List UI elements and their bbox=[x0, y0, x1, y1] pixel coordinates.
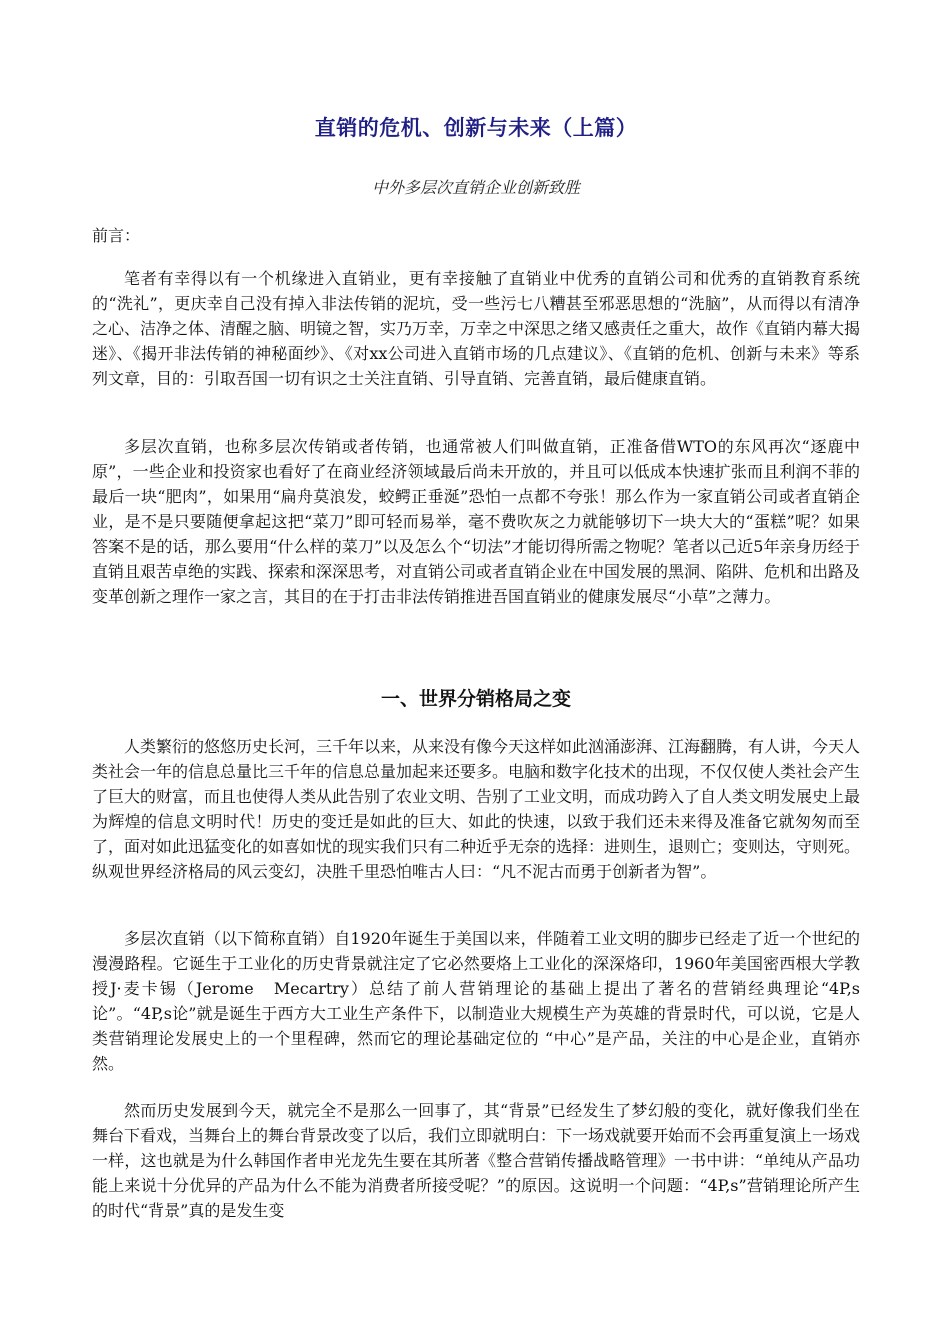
section-paragraph-2: 多层次直销（以下简称直销）自1920年诞生于美国以来，伴随着工业文明的脚步已经走了近一个世纪的漫漫路程。它诞生于工业化的历史背景就注定了它必然要烙上工业化的深深烙印，1960年美国密西根大学教授J·麦卡锡（Jerome Mecartry）总结了前人营销理论的基础上提出了著名的营销经典理论“4P,s论”。“4P,s论”就是诞生于西方大工业生产条件下，以制造业大规模生产为英雄的背景时代，可以说，它是人类营销理论发展史上的一个里程碑，然而它的理论基础定位的 “中心”是产品，关注的中心是企业，直销亦然。 bbox=[92, 929, 860, 1073]
document-title: 直销的危机、创新与未来（上篇） bbox=[314, 116, 638, 140]
section-paragraph-1: 人类繁衍的悠悠历史长河，三千年以来，从来没有像今天这样如此汹涌澎湃、江海翻腾，有人讲，今天人类社会一年的信息总量比三千年的信息总量加起来还要多。电脑和数字化技术的出现，不仅仅使人类社会产生了巨大的财富，而且也使得人类从此告别了农业文明、告别了工业文明，而成功跨入了自人类文明发展史上最为辉煌的信息文明时代！历史的变迁是如此的巨大、如此的快速，以致于我们还未来得及准备它就匆匆而至了，面对如此迅猛变化的如喜如忧的现实我们只有二种近乎无奈的选择：进则生，退则亡；变则达，守则死。纵观世界经济格局的风云变幻，决胜千里恐怕唯古人曰：“凡不泥古而勇于创新者为智”。 bbox=[92, 737, 861, 881]
section-paragraph-3: 然而历史发展到今天，就完全不是那么一回事了，其“背景”已经发生了梦幻般的变化，就好像我们坐在舞台下看戏，当舞台上的舞台背景改变了以后，我们立即就明白：下一场戏就要开始而不会再重复演上一场戏一样，这也就是为什么韩国作者申光龙先生要在其所著《整合营销传播战略管理》一书中讲：“单纯从产品功能上来说十分优异的产品为什么不能为消费者所接受呢？”的原因。这说明一个问题：“4P,s”营销理论所产生的时代“背景”真的是发生变 bbox=[92, 1101, 861, 1220]
preface-label: 前言： bbox=[92, 226, 141, 245]
section-heading: 一、世界分销格局之变 bbox=[380, 688, 571, 710]
preface-paragraph-2: 多层次直销，也称多层次传销或者传销，也通常被人们叫做直销，正准备借WTO的东风再次“逐鹿中原”，一些企业和投资家也看好了在商业经济领域最后尚未开放的，并且可以低成本快速扩张而且利润不菲的最后一块“肥肉”，如果用“扁舟莫浪发，蛟鳄正垂涎”恐怕一点都不夸张！那么作为一家直销公司或者直销企业，是不是只要随便拿起这把“菜刀”即可轻而易举，毫不费吹灰之力就能够切下一块大大的“蛋糕”呢？如果答案不是的话，那么要用“什么样的菜刀”以及怎么个“切法”才能切得所需之物呢？笔者以己近5年亲身历经于直销且艰苦卓绝的实践、探索和深深思考，对直销公司或者直销企业在中国发展的黑洞、陷阱、危机和出路及变革创新之理作一家之言，其目的在于打击非法传销推进吾国直销业的健康发展尽“小草”之薄力。 bbox=[92, 437, 861, 606]
preface-paragraph-1: 笔者有幸得以有一个机缘进入直销业，更有幸接触了直销业中优秀的直销公司和优秀的直销教育系统的“洗礼”，更庆幸自己没有掉入非法传销的泥坑，受一些污七八糟甚至邪恶思想的“洗脑”，从而得以有清净之心、洁净之体、清醒之脑、明镜之智，实乃万幸，万幸之中深思之绪又感责任之重大，故作《直销内幕大揭迷》、《揭开非法传销的神秘面纱》、《对xx公司进入直销市场的几点建议》、《直销的危机、创新与未来》等系列文章，目的：引取吾国一切有识之士关注直销、引导直销、完善直销，最后健康直销。 bbox=[92, 269, 861, 388]
document-subtitle: 中外多层次直销企业创新致胜 bbox=[371, 178, 580, 197]
